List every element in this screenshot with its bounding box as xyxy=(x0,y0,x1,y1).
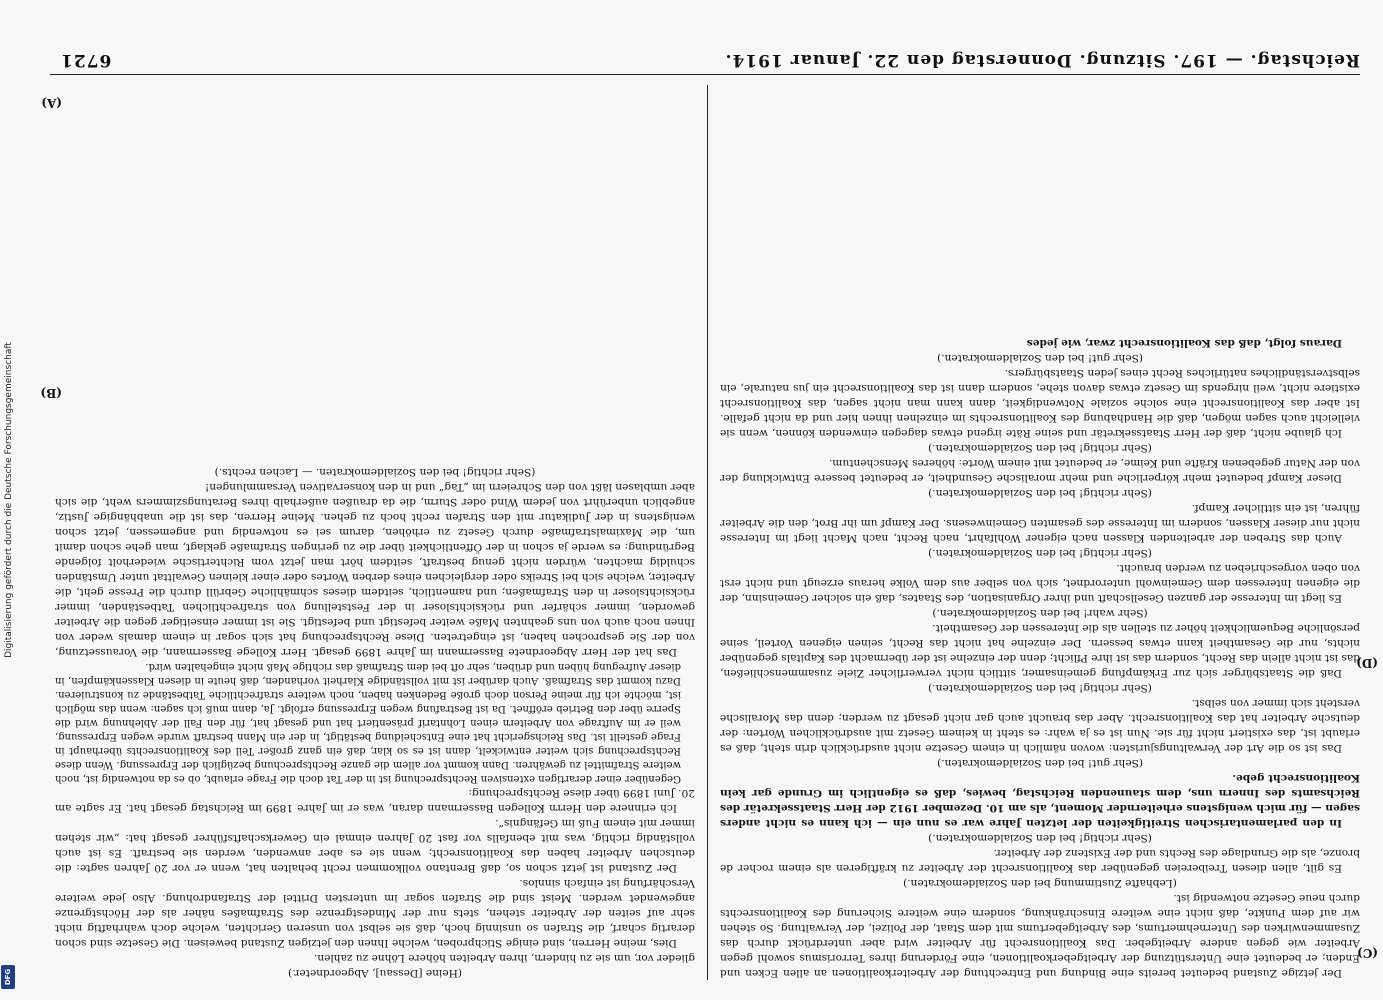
header-rule xyxy=(50,74,1360,75)
dfg-logo xyxy=(1,965,15,989)
margin-mark-a: (A) xyxy=(41,96,62,110)
paragraph: Ich erinnere den Herrn Kollegen Bassermann daran, was er im Jahre 1899 im Reichstag gesagt hat. Er sagte am 20. Juni 1899 über diese Rechtsprechung: xyxy=(55,787,695,814)
credit-text: Digitalisierung gefördert durch die Deutsche Forschungsgemeinschaft xyxy=(4,342,14,658)
paragraph: Das ist so die Art der Verwaltungsjuristen: wovon nämlich in einem Gesetze nicht ausdrücklich drin steht, daß es erlaubt ist, das existiert nicht für sie. Nun ist es ja wahr: es steht in keinem Gesetz mit ausdrücklichen Worten: der deutsche Arbeiter hat das Koalitionsrecht. Aber das braucht auch gar nicht gesagt zu werden; denn das Moralische versteht sich immer von selbst. xyxy=(720,697,1360,754)
interjection: (Sehr richtig! bei den Sozialdemokraten.) xyxy=(928,682,1152,694)
digitization-credit xyxy=(2,0,16,1000)
interjection: (Sehr gut! bei den Sozialdemokraten.) xyxy=(937,352,1143,364)
margin-mark-c: (C) xyxy=(1357,946,1378,960)
paragraph: Der jetzige Zustand bedeutet bereits eine Bindung und Entrechtung der Arbeiterkoalitionen an allen Ecken und Enden; er bedeutet eine Unterstützung der Arbeitgeberkoalitionen, eine Förderung ihres Terrorismus sowohl gegen Arbeiter wie gegen andere Arbeitgeber. Das Koalitionsrecht für Arbeiter wird aber unterdrückt durch das Zusammenwirken des Unternehmertums, des Arbeitgebertums mit dem Staat, der Polizei, der Verwaltung. So stehen wir auf dem Punkte, daß nicht eine weitere Einschränkung, sondern eine weitere Sicherung des Koalitionsrechts durch neue Gesetze notwendig ist. xyxy=(720,892,1360,979)
page-header xyxy=(50,50,1360,70)
interjection: (Sehr wahr! bei den Sozialdemokraten.) xyxy=(932,607,1148,619)
paragraph: glieder vor, um sie zu hindern, ihren Arbeiten höhere Löhne zu zahlen. xyxy=(313,952,695,964)
interjection: (Lebhafte Zustimmung bei den Sozialdemokraten.) xyxy=(903,877,1177,889)
page-number: 6721 xyxy=(60,50,112,70)
paragraph: Es liegt im Interesse der ganzen Gesellschaft und ihrer Organisation, des Staates, daß ein solcher Gemeinsinn, der die eigenen Interessen dem Gemeinwohl unterordnet, sich von selber aus dem Volke heraus erzeugt und nicht erst von oben vorgeschrieben zu werden braucht. xyxy=(720,562,1360,604)
column-left xyxy=(720,85,1360,980)
paragraph: Das hat der Herr Abgeordnete Bassermann im Jahre 1899 gesagt. Herr Kollege Bassermann, die Voraussetzung, von der Sie gesprochen haben, ist eingetreten. Diese Rechtsprechung hat sich sogar in einem damals weder von Ihnen noch auch von uns geahnten Maße weiter befestigt und befestigt. Sie ist immer einseitiger gegen die Arbeiter geworden, immer schärfer und rücksichtsloser in der Feststellung von strafrechtlichen Tatbeständen, immer rücksichtsloser in den Strafmaßen; und namentlich, seitdem dieses schmähliche Gebrüll durch die Presse geht, die Arbeiter, welche sich bei Streiks oder dergleichen eines derben Wortes oder einer kleinen Gewalttat unter Umständen schuldig machten, würden nicht genug bestraft, seitdem hört man jetzt vom Richtertische wiederholt folgende Begründung: es werde ja schon in der Öffentlichkeit über die zu geringen Strafmaße geklagt, man gehe schon damit um, die Maximalstrafmaße durch Gesetz zu erhöhen, darum sei es notwendig und angemessen, jetzt schon wenigstens in der Judikatur mit den Strafen recht hoch zu gehen. Meine Herren, das ist die unabhängige Justiz, angeblich unberührt von jedem Wind oder Sturm, die da draußen außerhalb ihres Beratungszimmers weht, die sich aber umblasen läßt von den Schreiern im „Tag“ und in den konservativen Versammlungen! xyxy=(55,481,695,658)
paragraph: Daß die Staatsbürger sich zur Erkämpfung gemeinsamer, sittlich nicht verwerflicher Ziele zusammenschließen, das ist nicht allein das Recht, sondern das ist ihre Pflicht; denn der einzelne ist der übermacht des Kapitals gegenüber nichts, nur die Gesamtheit kann etwas bessern. Der einzelne hat nicht das Recht, seinen eigenen Vorteil, seine persönliche Bequemlichkeit höher zu stellen als die Interessen der Gesamtheit. xyxy=(720,622,1360,679)
interjection: (Sehr richtig! bei den Sozialdemokraten. — Lachen rechts.) xyxy=(214,466,536,478)
paragraph: Auch das Streben der arbeitenden Klassen nach eigener Wohlfahrt, nach Recht, nach Macht liegt im Interesse nicht nur dieser Klassen, sondern im Interesse des gesamten Gemeinwesens. Der Kampf um ihr Brot, den die Arbeiter führen, ist ein sittlicher Kampf. xyxy=(720,502,1360,544)
column-divider xyxy=(707,85,708,980)
paragraph: Dies, meine Herren, sind einige Stichproben, welche Ihnen den jetzigen Zustand beweisen. Die Gesetze sind schon derartig scharf, die Strafen so unsinnig hoch, daß sie selbst von unseren Gerichten, welche doch wahrhaftig nicht sehr auf seiten der Arbeiter stehen, stets nur der Mindestgrenze des Strafmaßes näher als der Höchstgrenze angewendet werden. Meist sind die Strafen sogar im untersten Drittel der Strafandrohung. Also jede weitere Verschärfung ist einfach sinnlos. xyxy=(55,877,695,949)
paragraph: Ich glaube nicht, daß der Herr Staatssekretär und seine Räte irgend etwas dagegen einwenden können, wenn sie vielleicht auch sagen mögen, daß die Handhabung des Koalitionsrechts im einzelnen ihnen hier und da nicht gefalle. Ist aber das Koalitionsrecht eine solche soziale Notwendigkeit, dann kann man nicht sagen, das Koalitionsrecht existiere nicht, weil nirgends im Gesetz etwas davon stehe, sondern dann ist das Koalitionsrecht ein jus naturale, ein selbstverständliches natürliches Recht eines jeden Staatsbürgers. xyxy=(720,367,1360,439)
column-right xyxy=(55,85,695,980)
interjection: (Sehr richtig! bei den Sozialdemokraten.) xyxy=(928,832,1152,844)
quotation: Gegenüber einer derartigen extensiven Rechtsprechung ist in der Tat doch die Frage erlaubt, ob es da notwendig ist, noch weitere Strafmittel zu gewähren. Dann kommt vor allem die ganze Rechtsprechung bezüglich der Erpressung. Wenn diese Rechtsprechung sich weiter entwickelt, dann ist es so klar, daß ein ganz großer Teil des Koalitionsrechts überhaupt in Frage gestellt ist. Das Reichsgericht hat eine Entscheidung bestätigt, in der ein Mann bestraft wurde wegen Erpressung, weil er im Auftrage von Arbeitern einen Lohntarif präsentiert hat und gesagt hat, für den Fall der Ablehnung wird die Sperre über den Betrieb eröffnet. Da ist Bestrafung wegen Erpressung erfolgt. Ja, dann muß ich sagen: wenn das möglich ist, möchte ich für meine Person doch große Bedenken haben, noch weitere strafrechtliche Tatbestände zu konstruieren. Dazu kommt das Strafmaß. Auch darüber ist mit vollständige Klarheit vorhanden, daß heute in diesen Klassenkämpfen, in dieser Aufregung hüben und drüben, sehr oft bei dem Strafmaß das richtige Maß nicht eingehalten wird. xyxy=(55,661,681,784)
interjection: (Sehr richtig! bei den Sozialdemokraten.) xyxy=(928,487,1152,499)
rotated-page-content xyxy=(30,0,1380,1000)
header-title: Reichstag. — 197. Sitzung. Donnerstag den 22. Januar 1914. xyxy=(724,50,1360,70)
paragraph: Dieser Kampf bedeutet mehr körperliche und mehr moralische Gesundheit, er bedeutet bessere Entwicklung der von der Natur gegebenen Kräfte und Keime, er bedeutet mit einem Worte: höheres Menschentum. xyxy=(720,457,1360,484)
interjection: (Sehr richtig! bei den Sozialdemokraten.) xyxy=(928,442,1152,454)
interjection: (Sehr richtig! bei den Sozialdemokraten.) xyxy=(928,547,1152,559)
interjection: (Sehr gut! bei den Sozialdemokraten.) xyxy=(937,757,1143,769)
margin-mark-d: (D) xyxy=(1356,656,1378,670)
paragraph: Es gilt, allen diesen Treibereien gegenüber das Koalitionsrecht der Arbeiter zu kräftigeren als einem rocher de bronze, als die Grundlage des Rechts und der Existenz der Arbeiter. xyxy=(720,847,1360,874)
dfg-logo-text: DFG xyxy=(4,968,12,986)
margin-mark-b: (B) xyxy=(40,386,62,400)
paragraph: Daraus folgt, daß das Koalitionsrecht zwar, wie jedes xyxy=(1026,337,1342,349)
speaker-line: (Heine [Dessau], Abgeordneter.) xyxy=(288,967,462,979)
paragraph: Der Zustand ist jetzt schon so, daß Brentano vollkommen recht behalten hat, wenn er vor 20 Jahren sagte: die deutschen Arbeiter haben das Koalitionsrecht; wenn sie es aber anwenden, werden sie bestraft. Es ist auch vollständig richtig, was mit ebenfalls vor fast 20 Jahren einmal ein Gewerkschaftsführer gesagt hat: „wir stehen immer mit einem Fuß im Gefängnis“. xyxy=(55,817,695,874)
paragraph: In den parlamentarischen Streitigkeiten der letzten Jahre war es nun ein — ich kann es nicht anders sagen — für mich wenigstens erheiternder Moment, als am 10. Dezember 1912 der Herr Staatssekretär des Reichsamts des Innern uns, dem staunenden Reichstag, bewies, daß es eigentlich im Grunde gar kein Koalitionsrecht gebe. xyxy=(720,772,1360,829)
